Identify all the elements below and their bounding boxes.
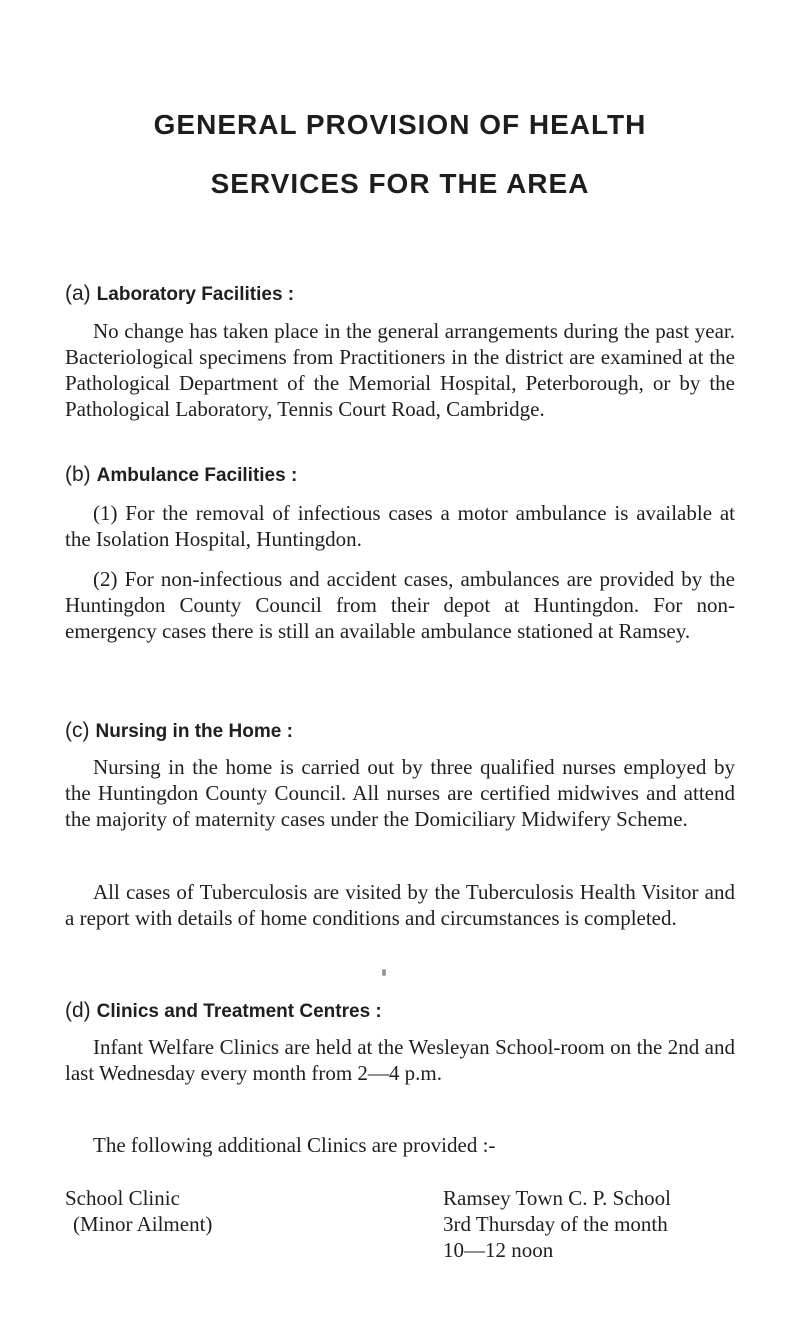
- clinic-name-column: [65, 1185, 212, 1237]
- section-a-letter: (a): [65, 282, 91, 305]
- section-c-letter: (c): [65, 719, 90, 742]
- section-b-letter: (b): [65, 463, 91, 486]
- section-c-paragraph-1: Nursing in the home is carried out by three qualified nurses employed by the Huntingdon County Council. All nurses are certified midwives and attend the majority of maternity cases under the Domiciliary Midwifery Scheme.: [65, 755, 735, 831]
- clinic-hours: 10—12 noon: [443, 1238, 554, 1262]
- section-b-label: Ambulance Facilities :: [96, 465, 298, 486]
- section-a-label: Laboratory Facilities :: [96, 284, 295, 305]
- section-b-heading: [65, 464, 297, 485]
- section-d-paragraph-1: Infant Welfare Clinics are held at the Wesleyan School-room on the 2nd and last Wednesday every month from 2—4 p.m.: [65, 1035, 735, 1085]
- section-a-paragraph-1: No change has taken place in the general arrangements during the past year. Bacteriological specimens from Practitioners in the district are examined at the Pathological Department of the Memorial Hospital, Peterborough, or by the Pathological Laboratory, Tennis Court Road, Cambridge.: [65, 319, 735, 421]
- section-d-heading: [65, 1000, 382, 1021]
- clinic-details-column: [443, 1185, 671, 1263]
- section-a-heading: [65, 283, 294, 304]
- section-b-paragraph-2: (2) For non-infectious and accident cases, ambulances are provided by the Huntingdon County Council from their depot at Huntingdon. For non-emergency cases there is still an available ambulance stationed at Ramsey.: [65, 567, 735, 643]
- page-title-line-2: SERVICES FOR THE AREA: [210, 168, 590, 199]
- page-title-line-1: GENERAL PROVISION OF HEALTH: [153, 109, 647, 140]
- clinic-type: (Minor Ailment): [73, 1212, 213, 1236]
- clinic-name: School Clinic: [65, 1186, 180, 1210]
- print-speck: [382, 969, 386, 976]
- section-b-paragraph-1: (1) For the removal of infectious cases a motor ambulance is available at the Isolation Hospital, Huntingdon.: [65, 501, 735, 551]
- section-c-label: Nursing in the Home :: [95, 721, 293, 742]
- clinic-location: Ramsey Town C. P. School: [443, 1186, 671, 1210]
- section-c-paragraph-2: All cases of Tuberculosis are visited by the Tuberculosis Health Visitor and a report with details of home conditions and circumstances is completed.: [65, 880, 735, 930]
- clinic-schedule: 3rd Thursday of the month: [443, 1212, 668, 1236]
- section-d-paragraph-2: The following additional Clinics are provided :-: [93, 1133, 496, 1157]
- section-d-letter: (d): [65, 999, 91, 1022]
- section-c-heading: [65, 720, 293, 741]
- section-d-label: Clinics and Treatment Centres :: [96, 1001, 382, 1022]
